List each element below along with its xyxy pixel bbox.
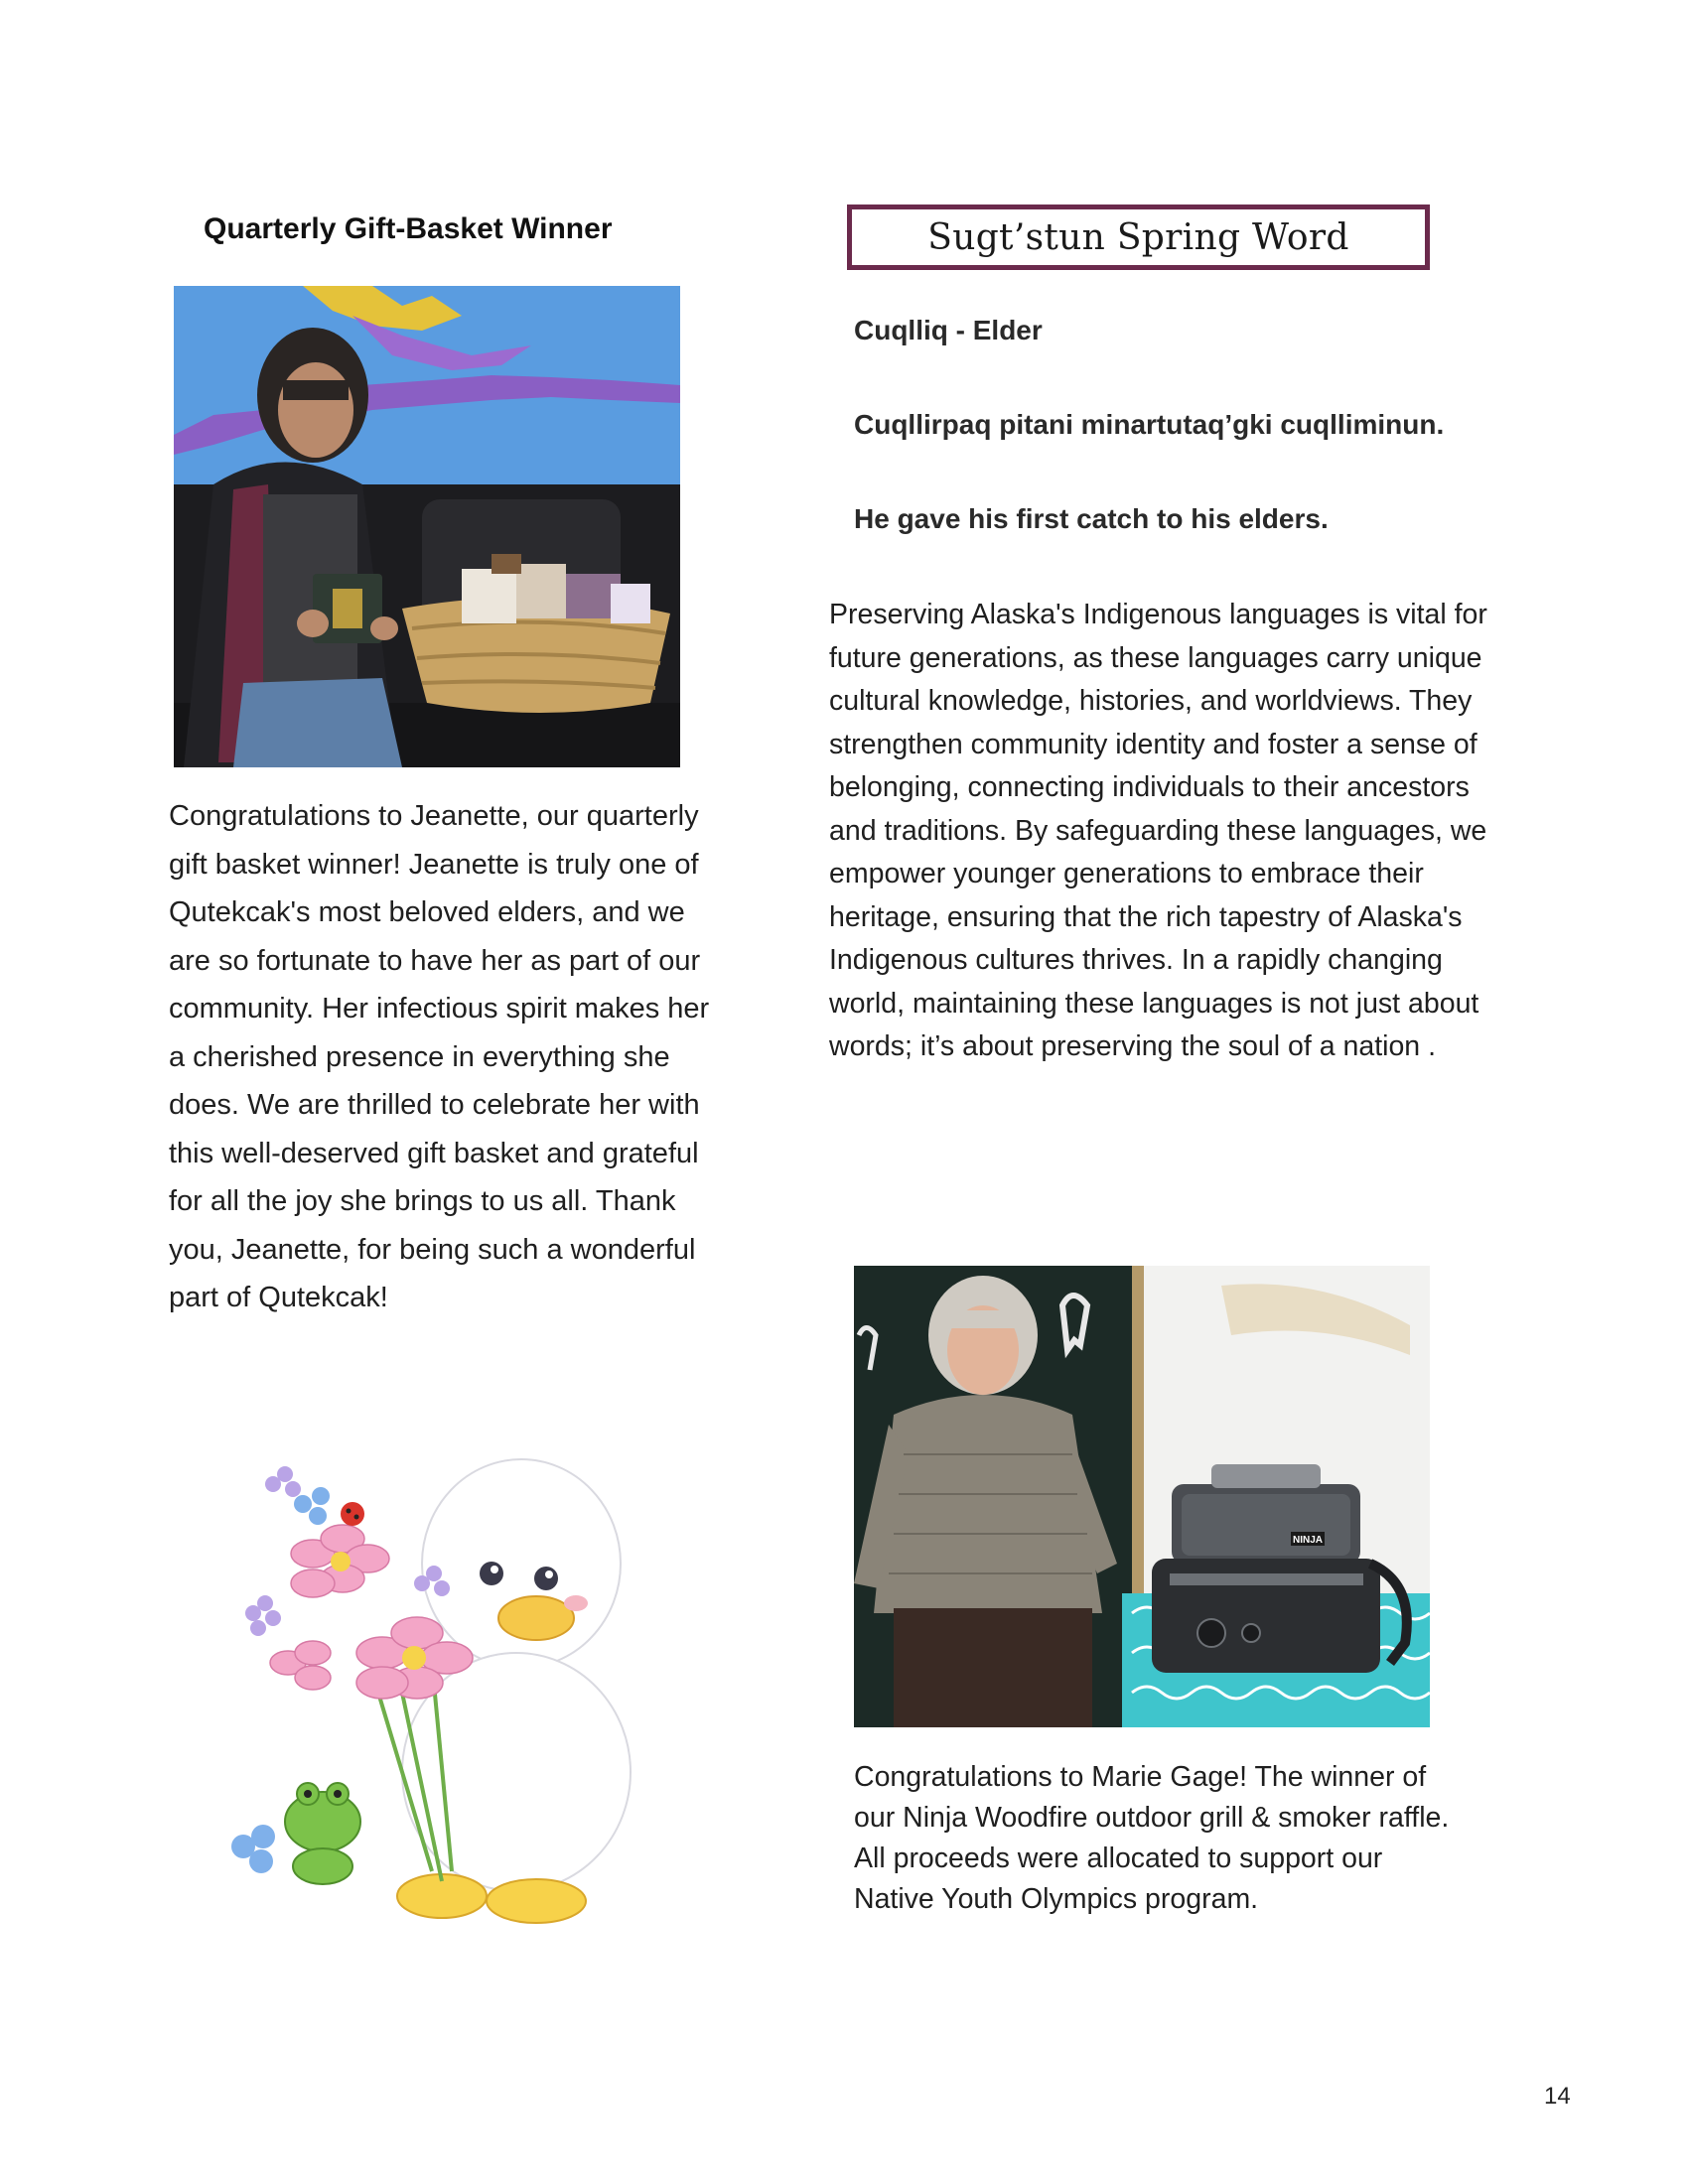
grill-raffle-winner-photo xyxy=(854,1266,1430,1727)
grill-brand-label: NINJA xyxy=(1292,1535,1324,1546)
spring-word-title: Sugt’stun Spring Word xyxy=(927,216,1349,258)
gift-basket-heading: Quarterly Gift-Basket Winner xyxy=(204,212,613,245)
spring-word-title-box xyxy=(847,205,1430,270)
page-number: 14 xyxy=(1544,2083,1571,2110)
gift-basket-winner-photo xyxy=(174,286,680,767)
language-preservation-paragraph: Preserving Alaska's Indigenous languages is vital for future generations, as these languages carry unique cultural knowledge, histories, and worldviews. They strengthen community identity and foster a sense of belonging, connecting individuals to their ancestors and traditions. By safeguarding these languages, we empower younger generations to embrace their heritage, ensuring that the rich tapestry of Alaska's Indigenous cultures thrives. In a rapidly changing world, maintaining these languages is not just about words; it’s about preserving the soul of a nation . xyxy=(829,599,1487,1062)
grill-raffle-paragraph: Congratulations to Marie Gage! The winner of our Ninja Woodfire outdoor grill & smoker raffle. All proceeds were allocated to support our Native Youth Olympics program. xyxy=(854,1761,1450,1915)
spring-word-sentence: Cuqllirpaq pitani minartutaq’gki cuqlliminun. xyxy=(854,409,1445,440)
spring-word: Cuqlliq - Elder xyxy=(854,315,1043,345)
duck-flower-illustration xyxy=(194,1444,670,1936)
spring-word-translation: He gave his first catch to his elders. xyxy=(854,503,1329,534)
gift-basket-paragraph: Congratulations to Jeanette, our quarterly gift basket winner! Jeanette is truly one of Qutekcak's most beloved elders, and we are so fortunate to have her as part of our community. Her infectious spirit makes her a cherished presence in everything she does. We are thrilled to celebrate her with this well-deserved gift basket and grateful for all the joy she brings to us all. Thank you, Jeanette, for being such a wonderful part of Qutekcak! xyxy=(169,800,710,1313)
